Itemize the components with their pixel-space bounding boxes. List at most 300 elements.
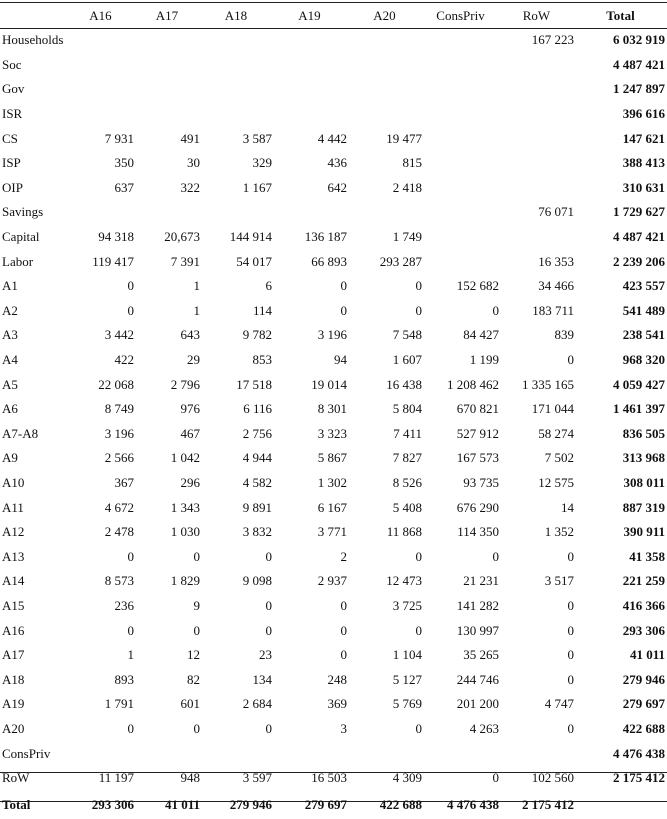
table-cell: [272, 28, 347, 53]
table-cell: [499, 225, 574, 250]
table-cell: [347, 77, 422, 102]
table-cell: 7 411: [393, 425, 422, 441]
table-cell: 29: [187, 352, 200, 368]
table-cell: 0: [265, 597, 272, 613]
table-cell: [499, 151, 574, 176]
table-cell: 329: [252, 155, 272, 171]
row-total-cell: 887 319: [622, 499, 665, 515]
table-cell: 0: [567, 622, 574, 638]
table-cell: [200, 53, 272, 78]
table-cell: [422, 200, 499, 225]
table-cell: 4 672: [104, 499, 134, 515]
table-cell: 8 573: [104, 573, 134, 589]
table-cell: 676 290: [456, 499, 499, 515]
table-row: [0, 77, 667, 102]
table-cell: [499, 53, 574, 78]
table-cell: [200, 28, 272, 53]
row-label: A18: [2, 671, 25, 687]
table-row: [0, 299, 667, 324]
table-cell: [134, 28, 200, 53]
table-cell: 248: [327, 671, 347, 687]
table-cell: 0: [127, 720, 134, 736]
table-row: [0, 249, 667, 274]
table-cell: [134, 77, 200, 102]
row-label: A1: [2, 278, 18, 294]
row-label: A10: [2, 474, 25, 490]
table-cell: 0: [340, 302, 347, 318]
table-cell: [422, 225, 499, 250]
table-cell: 642: [327, 179, 347, 195]
table-cell: 1 199: [469, 352, 499, 368]
table-cell: 0: [265, 720, 272, 736]
table-cell: 2: [340, 548, 347, 564]
table-cell: 76 071: [538, 204, 574, 220]
row-total-cell: 293 306: [622, 622, 665, 638]
row-total-cell: 41 358: [629, 548, 665, 564]
row-label: A11: [2, 499, 24, 515]
table-cell: 853: [252, 352, 272, 368]
table-cell: 8 301: [317, 401, 347, 417]
table-cell: 1: [193, 302, 200, 318]
table-cell: 12: [187, 647, 200, 663]
table-cell: 3 442: [104, 327, 134, 343]
table-cell: 0: [492, 770, 499, 786]
table-cell: 293 287: [379, 253, 422, 269]
table-cell: 3 196: [104, 425, 134, 441]
table-cell: 2 478: [104, 524, 134, 540]
table-cell: [347, 28, 422, 53]
table-cell: 9 782: [242, 327, 272, 343]
table-row: [0, 102, 667, 127]
table-cell: 54 017: [236, 253, 272, 269]
table-cell: 102 560: [531, 770, 574, 786]
table-cell: 167 573: [456, 450, 499, 466]
row-total-cell: 221 259: [622, 573, 665, 589]
row-label: Soc: [2, 56, 22, 72]
row-total-cell: 388 413: [622, 155, 665, 171]
row-label: RoW: [2, 770, 30, 786]
table-cell: 9 891: [242, 499, 272, 515]
table-cell: 94 318: [98, 229, 134, 245]
table-cell: 7 502: [544, 450, 574, 466]
table-row: [0, 53, 667, 78]
table-cell: 244 746: [456, 671, 499, 687]
table-row: [0, 471, 667, 496]
header-cell-a17: A17: [155, 7, 179, 23]
table-row: [0, 569, 667, 594]
table-cell: 1 343: [170, 499, 200, 515]
table-cell: [347, 200, 422, 225]
table-cell: 3 597: [242, 770, 272, 786]
table-cell: 1 208 462: [447, 376, 499, 392]
table-row: [0, 594, 667, 619]
table-cell: 2 937: [317, 573, 347, 589]
table-row: [0, 200, 667, 225]
row-total-cell: 4 487 421: [613, 56, 665, 72]
table-cell: 7 548: [392, 327, 422, 343]
header-cell-row: RoW: [522, 7, 551, 23]
table-row: [0, 544, 667, 569]
table-cell: 134: [252, 671, 272, 687]
table-cell: 8 526: [392, 474, 422, 490]
table-cell: [499, 126, 574, 151]
table-cell: [67, 741, 134, 766]
table-cell: [422, 77, 499, 102]
table-cell: 167 223: [531, 32, 574, 48]
table-cell: [499, 102, 574, 127]
table-row: [0, 274, 667, 299]
row-label: A4: [2, 352, 18, 368]
table-cell: 643: [180, 327, 200, 343]
header-cell-a20: A20: [373, 7, 396, 23]
table-cell: [67, 77, 134, 102]
table-cell: 1 030: [170, 524, 200, 540]
table-cell: 0: [265, 622, 272, 638]
table-cell: 3 725: [392, 597, 422, 613]
table-cell: 601: [180, 696, 200, 712]
table-row: [0, 618, 667, 643]
row-label: A6: [2, 401, 18, 417]
table-cell: 22 068: [98, 376, 134, 392]
table-cell: 1 335 165: [522, 376, 574, 392]
table-cell: 0: [193, 548, 200, 564]
table-cell: 369: [327, 696, 347, 712]
row-total-cell: 147 621: [622, 130, 665, 146]
table-cell: 0: [415, 548, 422, 564]
table-row: [0, 176, 667, 201]
row-total-cell: 310 631: [622, 179, 665, 195]
table-cell: 141 282: [456, 597, 499, 613]
table-cell: 236: [114, 597, 134, 613]
row-label: A9: [2, 450, 18, 466]
row-label: A13: [2, 548, 25, 564]
table-cell: 93 735: [463, 474, 499, 490]
table-cell: 467: [180, 425, 200, 441]
table-cell: 2 175 412: [522, 796, 574, 812]
row-total-cell: 968 320: [622, 352, 665, 368]
table-cell: 2 796: [170, 376, 200, 392]
row-label: Savings: [2, 204, 44, 220]
table-cell: [272, 102, 347, 127]
table-cell: 296: [180, 474, 200, 490]
table-cell: 976: [180, 401, 200, 417]
table-cell: 82: [187, 671, 200, 687]
table-cell: 0: [415, 278, 422, 294]
table-cell: 3: [340, 720, 347, 736]
table-cell: 0: [567, 720, 574, 736]
table-cell: 183 711: [532, 302, 574, 318]
table-cell: 12 575: [538, 474, 574, 490]
row-label: A16: [2, 622, 25, 638]
row-total-cell: 416 366: [622, 597, 665, 613]
row-label: ConsPriv: [2, 745, 51, 761]
table-cell: 948: [180, 770, 200, 786]
table-cell: 66 893: [311, 253, 347, 269]
table-cell: 6 167: [317, 499, 347, 515]
header-cell-conspriv: ConsPriv: [436, 7, 485, 23]
row-total-cell: 4 487 421: [613, 229, 665, 245]
table-cell: 0: [567, 647, 574, 663]
table-cell: 3 517: [544, 573, 574, 589]
table-cell: 0: [127, 622, 134, 638]
row-label: A19: [2, 696, 25, 712]
table-cell: 0: [127, 548, 134, 564]
table-cell: 2 418: [392, 179, 422, 195]
table-cell: 4 309: [392, 770, 422, 786]
table-cell: 6 116: [243, 401, 272, 417]
table-cell: 3 323: [317, 425, 347, 441]
table-cell: [499, 741, 574, 766]
table-cell: 16 503: [311, 770, 347, 786]
table-cell: 3 771: [317, 524, 347, 540]
table-cell: 2 566: [104, 450, 134, 466]
table-cell: 7 931: [104, 130, 134, 146]
table-row: [0, 766, 667, 791]
table-cell: 1: [127, 647, 134, 663]
table-cell: 0: [127, 278, 134, 294]
row-total-cell: 238 541: [622, 327, 665, 343]
table-cell: 19 477: [386, 130, 422, 146]
row-label: OIP: [2, 179, 23, 195]
table-body: [0, 28, 667, 819]
table-cell: [134, 53, 200, 78]
table-cell: 58 274: [538, 425, 574, 441]
row-total-cell: 4 059 427: [613, 376, 665, 392]
row-label: Gov: [2, 81, 25, 97]
row-total-cell: 836 505: [622, 425, 665, 441]
table-cell: 0: [567, 548, 574, 564]
table-row: [0, 28, 667, 53]
table-cell: [422, 126, 499, 151]
table-cell: 84 427: [463, 327, 499, 343]
table-cell: 0: [340, 597, 347, 613]
table-cell: 3 196: [317, 327, 347, 343]
table-row: [0, 151, 667, 176]
table-cell: 4 263: [469, 720, 499, 736]
table-cell: 0: [415, 720, 422, 736]
header-cell-a18: A18: [224, 7, 248, 23]
header-cell-total: Total: [606, 7, 635, 23]
table-cell: 0: [340, 622, 347, 638]
table-cell: 11 868: [386, 524, 422, 540]
row-total-cell: 396 616: [622, 106, 665, 122]
table-cell: 2 756: [242, 425, 272, 441]
table-cell: [422, 151, 499, 176]
table-cell: 1 607: [392, 352, 422, 368]
table-cell: [67, 28, 134, 53]
table-row: [0, 520, 667, 545]
table-cell: 839: [554, 327, 574, 343]
table-cell: 670 821: [456, 401, 499, 417]
table-cell: 41 011: [164, 796, 200, 812]
table-cell: 7 827: [392, 450, 422, 466]
table-cell: 8 749: [104, 401, 134, 417]
table-cell: 322: [180, 179, 200, 195]
row-label: A17: [2, 647, 25, 663]
table-row: [0, 225, 667, 250]
table-cell: 35 265: [463, 647, 499, 663]
table-cell: 16 353: [538, 253, 574, 269]
row-total-cell: 308 011: [623, 474, 665, 490]
table-cell: 0: [492, 548, 499, 564]
table-cell: 0: [127, 302, 134, 318]
row-label: Total: [2, 796, 31, 812]
row-label: CS: [2, 130, 18, 146]
table-cell: 637: [114, 179, 134, 195]
row-total-cell: 2 175 412: [613, 770, 665, 786]
table-cell: 4 747: [544, 696, 574, 712]
row-label: A3: [2, 327, 18, 343]
table-cell: 350: [114, 155, 134, 171]
table-cell: 4 442: [317, 130, 347, 146]
table-cell: 6: [265, 278, 272, 294]
row-label: A12: [2, 524, 25, 540]
table-cell: 491: [180, 130, 200, 146]
table-cell: 5 408: [392, 499, 422, 515]
table-cell: 0: [415, 622, 422, 638]
header-cell-a19: A19: [298, 7, 321, 23]
table-cell: [134, 200, 200, 225]
table-cell: 279 946: [229, 796, 272, 812]
row-label: Capital: [2, 229, 40, 245]
table-cell: 16 438: [386, 376, 422, 392]
table-cell: [422, 28, 499, 53]
table-cell: 422: [114, 352, 134, 368]
row-label: A2: [2, 302, 18, 318]
table-cell: [272, 200, 347, 225]
table-cell: 436: [327, 155, 347, 171]
table-cell: 152 682: [456, 278, 499, 294]
table-cell: [200, 741, 272, 766]
sam-table: [0, 3, 667, 819]
table-cell: [200, 200, 272, 225]
table-cell: 3 587: [242, 130, 272, 146]
table-cell: 5 769: [392, 696, 422, 712]
table-row: [0, 126, 667, 151]
table-row: [0, 643, 667, 668]
table-cell: 5 867: [317, 450, 347, 466]
table-cell: 1 749: [392, 229, 422, 245]
table-row: [0, 397, 667, 422]
table-cell: 527 912: [456, 425, 499, 441]
table-cell: 1 829: [170, 573, 200, 589]
row-total-cell: 313 968: [622, 450, 665, 466]
table-cell: [347, 102, 422, 127]
row-label: ISP: [2, 155, 21, 171]
row-total-cell: 279 946: [622, 671, 665, 687]
table-row: [0, 348, 667, 373]
table-cell: 4 476 438: [447, 796, 499, 812]
row-total-cell: 1 461 397: [613, 401, 665, 417]
table-row: [0, 667, 667, 692]
row-total-cell: 422 688: [622, 720, 665, 736]
table-cell: 17 518: [236, 376, 272, 392]
row-total-cell: 2 239 206: [613, 253, 665, 269]
table-cell: 171 044: [531, 401, 574, 417]
table-row: [0, 717, 667, 742]
table-cell: 422 688: [379, 796, 422, 812]
table-cell: 3 832: [242, 524, 272, 540]
table-cell: 130 997: [456, 622, 499, 638]
table-cell: 21 231: [463, 573, 499, 589]
table-cell: [422, 102, 499, 127]
table-cell: 1 042: [170, 450, 200, 466]
row-total-cell: 279 697: [622, 696, 665, 712]
table-cell: [422, 249, 499, 274]
table-cell: 14: [561, 499, 574, 515]
header-cell-label: [0, 3, 67, 28]
row-total-cell: 423 557: [622, 278, 665, 294]
header-row: [0, 3, 667, 28]
row-label: Households: [2, 32, 64, 48]
table-cell: 114: [252, 302, 272, 318]
table-cell: [347, 53, 422, 78]
row-total-cell: 4 476 438: [613, 745, 665, 761]
table-cell: [499, 77, 574, 102]
table-cell: 5 804: [392, 401, 422, 417]
table-cell: 0: [415, 302, 422, 318]
table-cell: 9 098: [242, 573, 272, 589]
table-row: [0, 372, 667, 397]
table-cell: 293 306: [91, 796, 134, 812]
table-cell: 0: [492, 302, 499, 318]
table-cell: 0: [567, 671, 574, 687]
row-total-cell: 1 729 627: [613, 204, 665, 220]
table-cell: 5 127: [392, 671, 422, 687]
row-total-cell: 1 247 897: [613, 81, 665, 97]
table-cell: [272, 53, 347, 78]
table-cell: 144 914: [229, 229, 272, 245]
row-total-cell: 390 911: [623, 524, 665, 540]
table-cell: 0: [193, 720, 200, 736]
table-cell: 20,673: [164, 229, 200, 245]
table-cell: 1 352: [544, 524, 574, 540]
table-cell: [200, 77, 272, 102]
table-cell: [200, 102, 272, 127]
table-cell: 0: [340, 647, 347, 663]
table-cell: 9: [193, 597, 200, 613]
table-cell: [422, 176, 499, 201]
table-cell: 1 104: [392, 647, 422, 663]
table-cell: 893: [114, 671, 134, 687]
table-cell: 0: [340, 278, 347, 294]
row-label: A5: [2, 376, 18, 392]
table-cell: [422, 741, 499, 766]
row-label: A7-A8: [2, 425, 39, 441]
table-cell: 114 350: [457, 524, 499, 540]
row-label: A14: [2, 573, 25, 589]
table-cell: 119 417: [92, 253, 134, 269]
table-cell: 1 791: [104, 696, 134, 712]
table-cell: 23: [259, 647, 272, 663]
table-row: [0, 422, 667, 447]
table-cell: [272, 741, 347, 766]
row-label: A20: [2, 720, 25, 736]
table-row: [0, 446, 667, 471]
table-cell: 19 014: [311, 376, 347, 392]
table-cell: [499, 176, 574, 201]
table-cell: 4 944: [242, 450, 272, 466]
table-cell: [67, 200, 134, 225]
table-cell: 0: [567, 352, 574, 368]
table-cell: 1: [193, 278, 200, 294]
table-cell: [347, 741, 422, 766]
table-cell: 30: [187, 155, 200, 171]
table-cell: 12 473: [386, 573, 422, 589]
row-total-cell: 541 489: [622, 302, 665, 318]
table-cell: 2 684: [242, 696, 272, 712]
table-cell: 201 200: [456, 696, 499, 712]
